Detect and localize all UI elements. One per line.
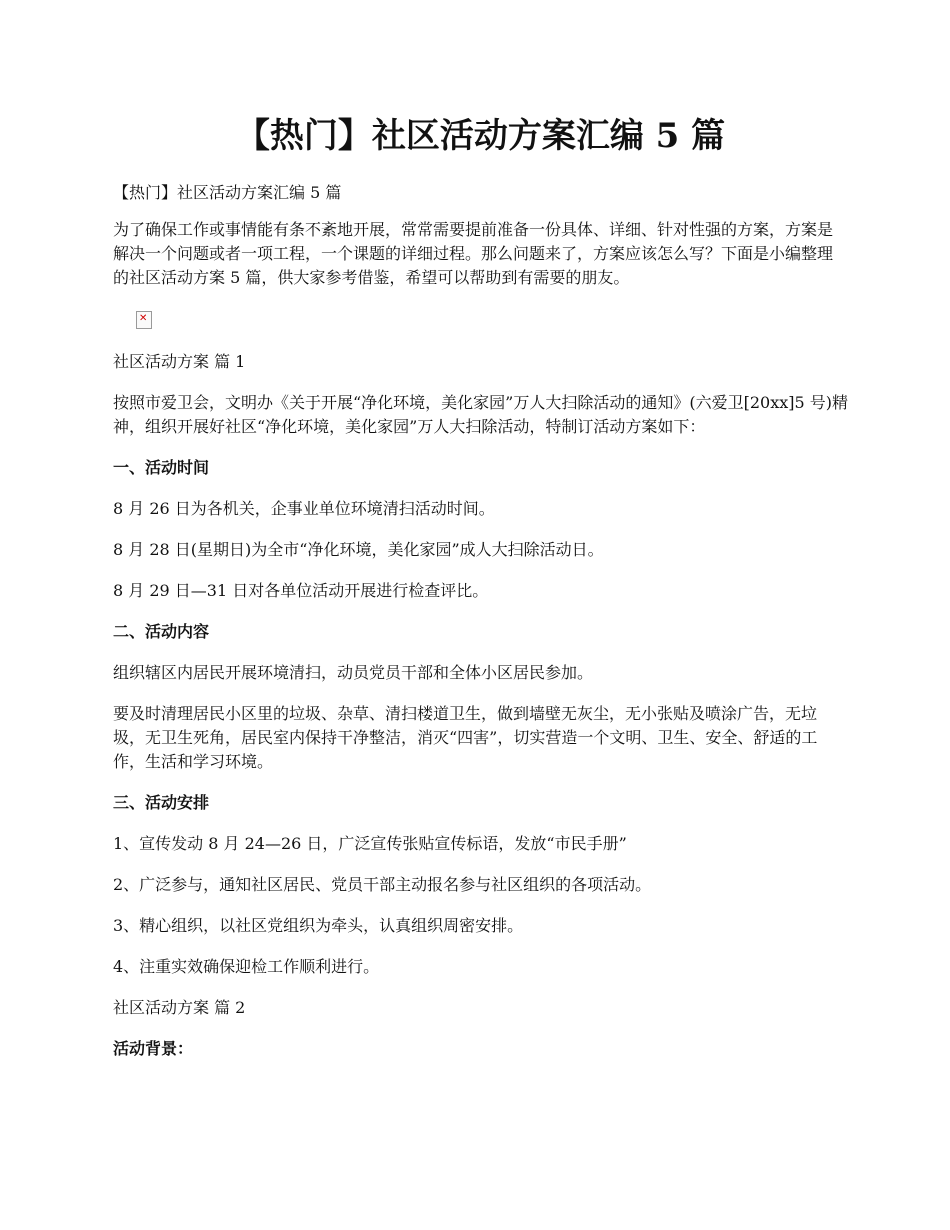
heading-activity-arrangement: 三、活动安排	[113, 793, 210, 812]
broken-image-icon	[136, 311, 152, 329]
arrange-item-3: 3、精心组织，以社区党组织为牵头，认真组织周密安排。	[113, 916, 524, 935]
section-2-title: 社区活动方案 篇 2	[113, 998, 246, 1017]
heading-activity-content: 二、活动内容	[113, 622, 210, 641]
heading-activity-background: 活动背景：	[113, 1039, 194, 1058]
image-error-mark: ✕	[139, 313, 148, 324]
intro-paragraph: 为了确保工作或事情能有条不紊地开展，常常需要提前准备一份具体、详细、针对性强的方案，方案是解决一个问题或者一项工程，一个课题的详细过程。那么问题来了，方案应该怎么写？下面是小编整理的社区活动方案 5 篇，供大家参考借鉴，希望可以帮助到有需要的朋友。	[113, 220, 834, 287]
document-subtitle: 【热门】社区活动方案汇编 5 篇	[113, 183, 342, 202]
arrange-item-1: 1、宣传发动 8 月 24—26 日，广泛宣传张贴宣传标语，发放“市民手册”	[113, 834, 627, 853]
content-item-1: 组织辖区内居民开展环境清扫，动员党员干部和全体小区居民参加。	[113, 663, 594, 682]
time-item-1: 8 月 26 日为各机关，企事业单位环境清扫活动时间。	[113, 499, 495, 518]
arrange-item-4: 4、注重实效确保迎检工作顺利进行。	[113, 957, 380, 976]
section-1-intro: 按照市爱卫会，文明办《关于开展“净化环境，美化家园”万人大扫除活动的通知》(六爱卫[20xx]5 号)精神，组织开展好社区“净化环境，美化家园”万人大扫除活动，特制订活动方案如下：	[113, 393, 849, 436]
content-item-2: 要及时清理居民小区里的垃圾、杂草、清扫楼道卫生，做到墙壁无灰尘，无小张贴及喷涂广告，无垃圾，无卫生死角，居民室内保持干净整洁，消灭“四害”，切实营造一个文明、卫生、安全、舒适的工作，生活和学习环境。	[113, 704, 818, 771]
document-page	[113, 108, 848, 1061]
arrange-item-2: 2、广泛参与，通知社区居民、党员干部主动报名参与社区组织的各项活动。	[113, 875, 652, 894]
document-title: 【热门】社区活动方案汇编 5 篇	[235, 116, 726, 156]
heading-activity-time: 一、活动时间	[113, 458, 210, 477]
time-item-3: 8 月 29 日—31 日对各单位活动开展进行检查评比。	[113, 581, 489, 600]
time-item-2: 8 月 28 日(星期日)为全市“净化环境，美化家园”成人大扫除活动日。	[113, 540, 604, 559]
section-1-title: 社区活动方案 篇 1	[113, 352, 246, 371]
